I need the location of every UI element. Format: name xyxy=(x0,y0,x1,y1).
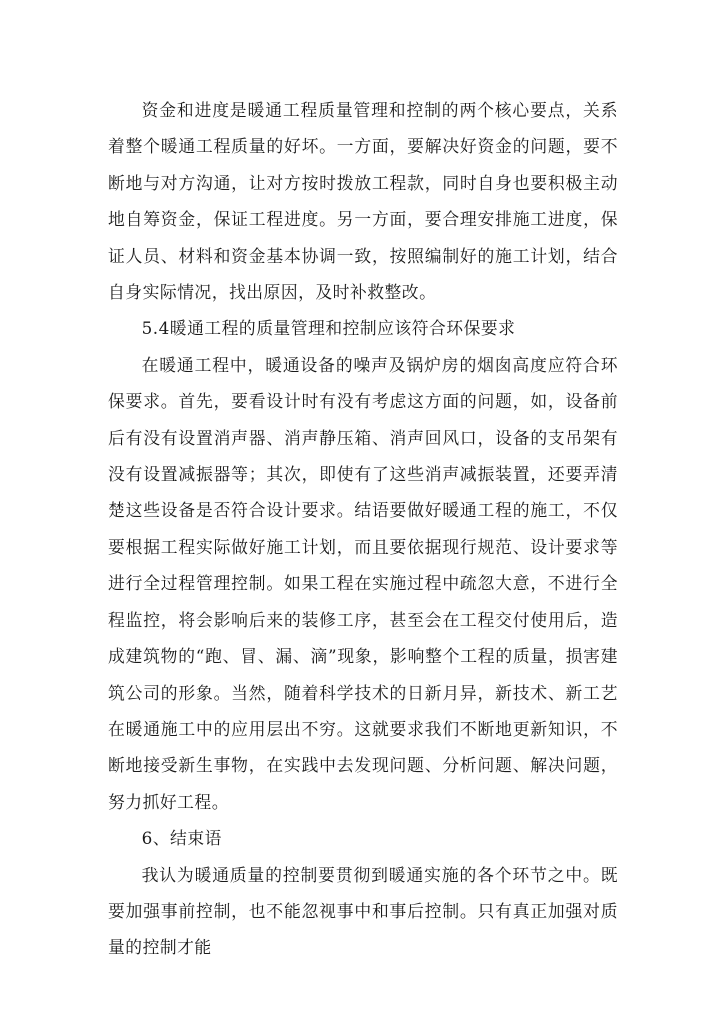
paragraph-funding-progress: 资金和进度是暖通工程质量管理和控制的两个核心要点，关系着整个暖通工程质量的好坏。一方面，要解决好资金的问题，要不断地与对方沟通，让对方按时拨放工程款，同时自身也要积极主动地自筹资金，保证工程进度。另一方面，要合理安排施工进度，保证人员、材料和资金基本协调一致，按照编制好的施工计划，结合自身实际情况，找出原因，及时补救整改。 xyxy=(108,100,618,303)
section-5-4-body: 在暖通工程中，暖通设备的噪声及锅炉房的烟囱高度应符合环保要求。首先，要看设计时有没有考虑这方面的问题，如，设备前后有没有设置消声器、消声静压箱、消声回风口，设备的支吊架有没有设置减振器等；其次，即使有了这些消声减振装置，还要弄清楚这些设备是否符合设计要求。结语要做好暖通工程的施工，不仅要根据工程实际做好施工计划，而且要依据现行规范、设计要求等进行全过程管理控制。如果工程在实施过程中疏忽大意，不进行全程监控，将会影响后来的装修工序，甚至会在工程交付使用后，造成建筑物的“跑、冒、漏、滴”现象，影响整个工程的质量，损害建筑公司的形象。当然，随着科学技术的日新月异，新技术、新工艺在暖通施工中的应用层出不穷。这就要求我们不断地更新知识，不断地接受新生事物，在实践中去发现问题、分析问题、解决问题，努力抓好工程。 xyxy=(108,354,618,812)
section-6-body: 我认为暖通质量的控制要贯彻到暖通实施的各个环节之中。既要加强事前控制，也不能忽视事中和事后控制。只有真正加强对质量的控制才能 xyxy=(108,864,618,958)
section-6-heading: 6、结束语 xyxy=(141,828,222,849)
section-5-4-heading: 5.4暖通工程的质量管理和控制应该符合环保要求 xyxy=(141,318,516,339)
document-page xyxy=(108,92,618,966)
